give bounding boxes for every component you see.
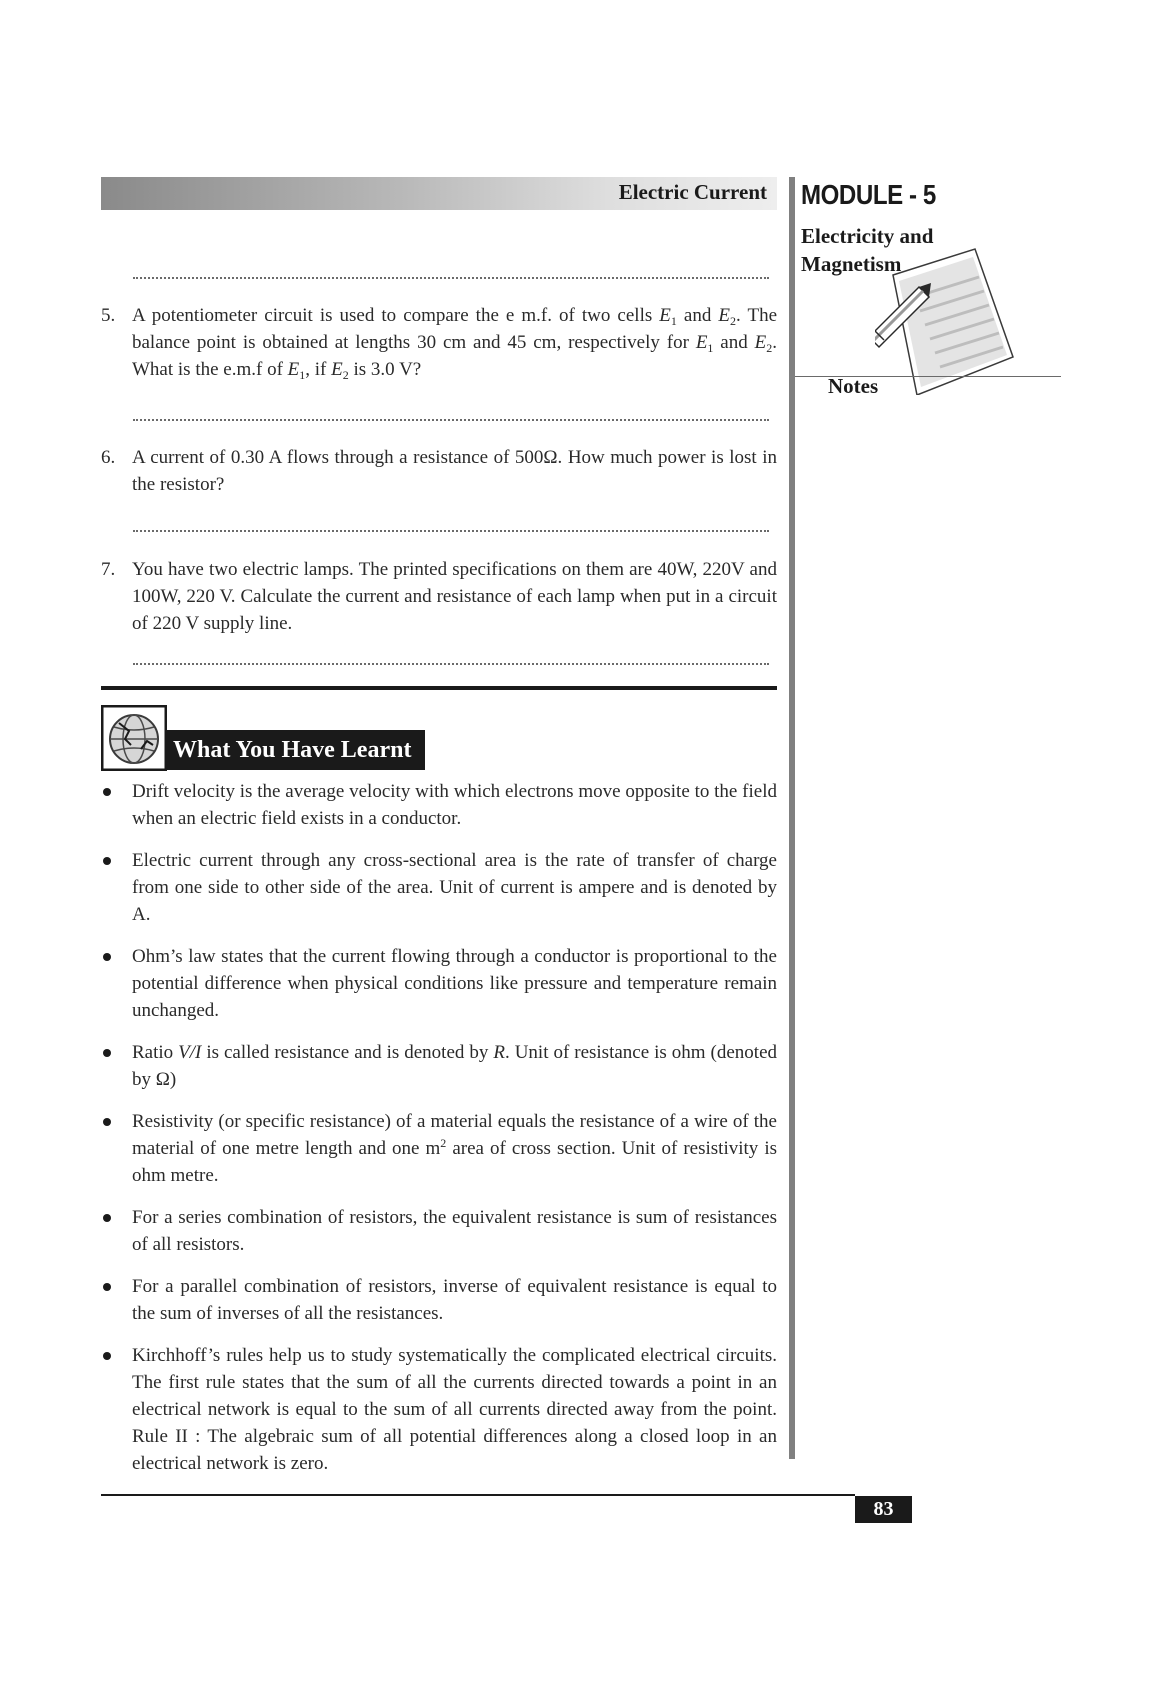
bullet [103,953,111,961]
list-item [101,1342,777,1477]
var-e: E [331,359,343,380]
margin-divider [789,177,795,1459]
text-run: Resistivity (or specific resistance) of a material equals the resistance of a wire of the material of one metre length and one m [132,1111,777,1159]
notes-label: Notes [828,374,879,398]
module-subtitle-line1: Electricity and [801,224,934,248]
text-run: . The balance point is obtained at lengths 30 cm and 45 cm, respectively for [132,305,777,353]
answer-line [133,663,769,665]
point-text [132,1108,777,1189]
question-5 [101,302,777,383]
point-text: Drift velocity is the average velocity with which electrons move opposite to the field when an electric field exists in a conductor. [132,781,777,829]
list-item [101,1273,777,1327]
var-e: E [718,305,731,326]
text-run: Ratio [132,1042,179,1063]
var-e: E [287,359,300,380]
bullet [103,1214,111,1222]
subscript: 2 [730,314,737,328]
text-run: is 3.0 V? [348,359,422,380]
point-text: For a series combination of resistors, the equivalent resistance is sum of resistances of all resistors. [132,1207,777,1255]
question-number: 6. [101,447,116,468]
question-text: A current of 0.30 A flows through a resistance of 500Ω. How much power is lost in the resistor? [132,447,777,495]
list-item [101,1204,777,1258]
point-text: For a parallel combination of resistors, inverse of equivalent resistance is equal to the sum of inverses of all the resistances. [132,1276,777,1324]
list-item [101,778,777,832]
answer-line [133,277,769,279]
var-r: R [493,1042,505,1063]
subscript: 2 [766,341,773,355]
question-number: 7. [101,559,116,580]
header-bar [101,177,777,210]
text-run: and [676,305,719,326]
notepad-pencil-icon [875,245,1025,395]
globe-icon [101,705,167,771]
section-title: What You Have Learnt [165,730,425,770]
ratio-vi: V/I [178,1042,202,1063]
footer-rule [101,1494,855,1496]
list-item [101,1108,777,1189]
bullet [103,788,111,796]
var-e: E [695,332,708,353]
bullet [103,1352,111,1360]
question-text [132,302,777,383]
text-run: . What is the e.m.f of [132,332,777,380]
page-number: 83 [855,1496,912,1523]
bullet [103,1118,111,1126]
list-item [101,1039,777,1093]
var-e: E [754,332,767,353]
summary-list [101,778,777,1477]
var-e: E [659,305,671,326]
text-run: is called resistance and is denoted by [201,1042,494,1063]
module-subtitle-line2: Magnetism [801,252,902,276]
bullet [103,1283,111,1291]
list-item [101,943,777,1024]
text-run: , if [305,359,332,380]
section-rule [101,686,777,690]
bullet [103,857,111,865]
superscript: 2 [440,1136,447,1150]
text-run: area of cross section. Unit of resistivity is ohm metre. [132,1138,778,1186]
point-text: Ohm’s law states that the current flowing through a conductor is proportional to the potential difference when physical conditions like pressure and temperature remain unchanged. [132,946,777,1021]
chapter-title: Electric Current [618,180,767,204]
point-text: Kirchhoff’s rules help us to study systematically the complicated electrical circuits. The first rule states that the sum of all the currents directed towards a point in an electrical network is equal to the sum of all currents directed away from the point. Rule II : The algebraic sum of all potential differences along a closed loop in an electrical network is zero. [132,1345,777,1474]
question-6 [101,444,777,498]
subscript: 1 [670,314,677,328]
bullet [103,1049,111,1057]
text-run: . Unit of resistance is ohm (denoted by Ω) [132,1042,778,1090]
point-text [132,1039,777,1093]
question-7 [101,556,777,637]
point-text: Electric current through any cross-sectional area is the rate of transfer of charge from one side to other side of the area. Unit of current is ampere and is denoted by A. [132,850,777,925]
list-item [101,847,777,928]
question-number: 5. [101,305,116,326]
module-title: MODULE - 5 [801,179,936,210]
text-run: and [713,332,755,353]
text-run: A potentiometer circuit is used to compare the e m.f. of two cells [132,305,660,326]
answer-line [133,419,769,421]
subscript: 2 [342,368,349,382]
subscript: 1 [707,341,714,355]
question-text: You have two electric lamps. The printed specifications on them are 40W, 220V and 100W, 220 V. Calculate the current and resistance of each lamp when put in a circuit of 220 V supply line. [132,559,777,634]
subscript: 1 [299,368,306,382]
answer-line [133,530,769,532]
